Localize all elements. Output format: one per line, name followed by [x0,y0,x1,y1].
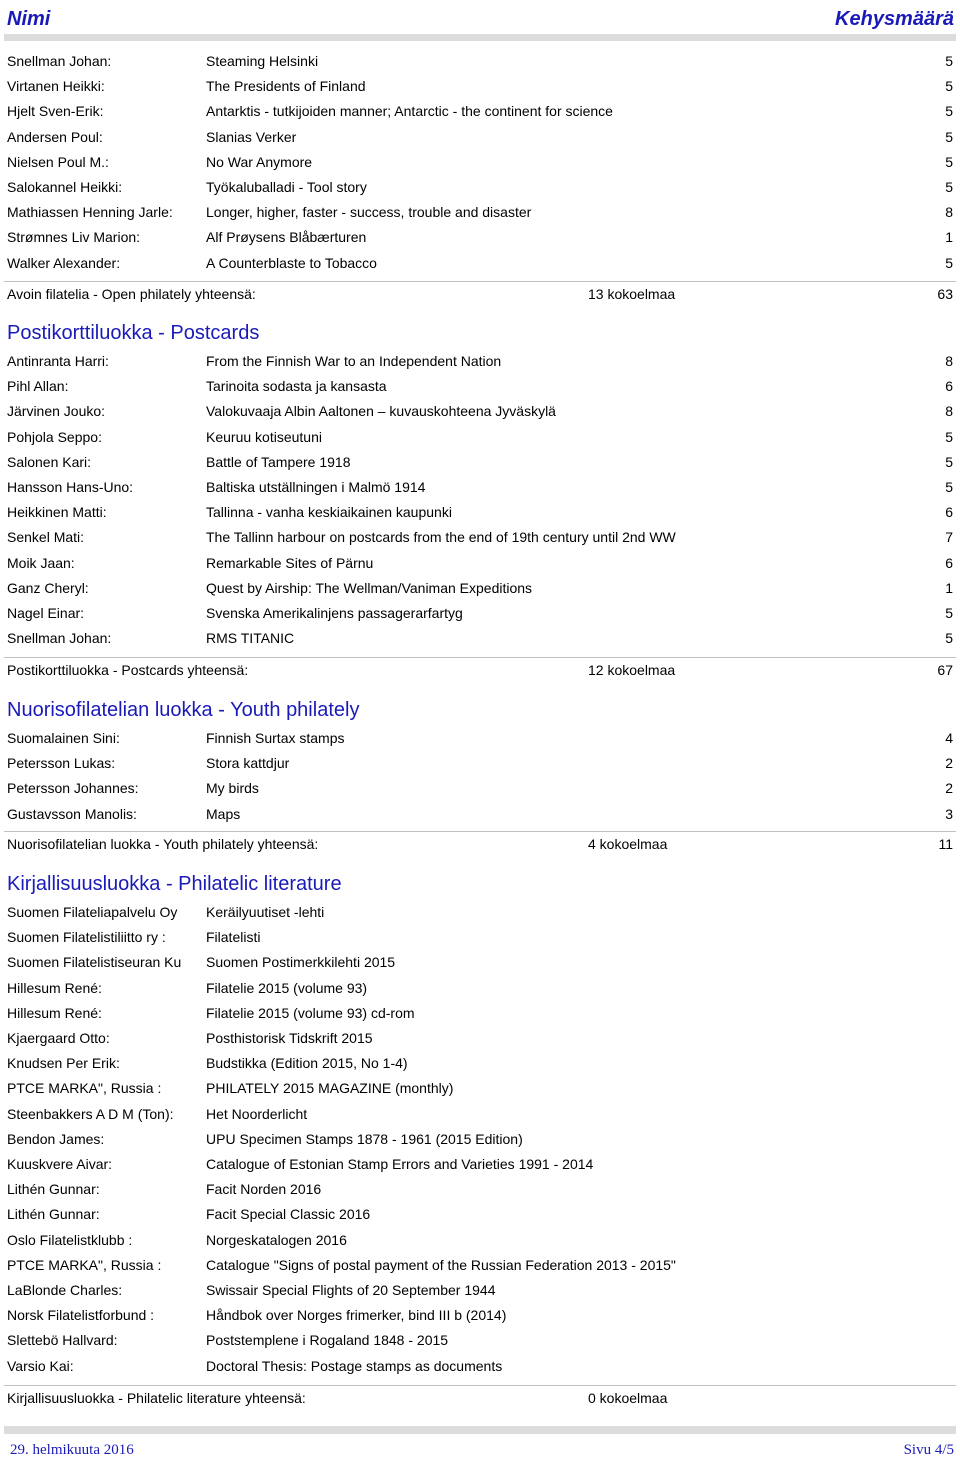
exhibitor-name: Antinranta Harri: [7,353,109,369]
exhibit-title: Keräilyuutiset -lehti [206,904,325,920]
exhibitor-name: Steenbakkers A D M (Ton): [7,1105,174,1122]
list-item [0,504,960,526]
frame-count: 5 [945,479,953,495]
list-item [0,1358,960,1380]
list-item [0,378,960,400]
total-frames: 11 [938,836,953,852]
frame-count: 5 [945,254,953,271]
list-item [0,730,960,752]
exhibitor-name: Slettebö Hallvard: [7,1332,118,1349]
exhibit-title: No War Anymore [206,153,313,170]
list-item [0,1232,960,1254]
exhibit-title: PHILATELY 2015 MAGAZINE (monthly) [206,1080,454,1097]
list-item [0,1080,960,1102]
exhibit-title: Swissair Special Flights of 20 September 1944 [206,1282,496,1298]
frame-count: 5 [945,179,953,195]
exhibit-title: Facit Special Classic 2016 [206,1206,371,1223]
exhibitor-name: Ganz Cheryl: [7,579,89,596]
exhibitor-name: Kuuskvere Aivar: [7,1156,113,1172]
footer-divider [4,1426,956,1434]
total-label: Nuorisofilatelian luokka - Youth philately yhteensä: [7,836,319,852]
column-header-name: Nimi [7,8,51,30]
exhibitor-name: Knudsen Per Erik: [7,1055,120,1072]
exhibitor-name: Salonen Kari: [7,453,92,470]
total-collections: 13 kokoelmaa [588,286,676,302]
frame-count: 5 [945,103,953,120]
exhibit-title: UPU Specimen Stamps 1878 - 1961 (2015 Edition) [206,1130,523,1147]
exhibit-title: Budstikka (Edition 2015, No 1-4) [206,1055,408,1072]
total-label: Kirjallisuusluokka - Philatelic literature yhteensä: [7,1390,306,1406]
total-collections: 0 kokoelmaa [588,1390,668,1406]
exhibitor-name: Hillesum René: [7,979,102,996]
exhibitor-name: Moik Jaan: [7,554,75,571]
list-item [0,1156,960,1178]
header-divider [4,34,956,41]
column-header-frames: Kehysmäärä [835,8,954,30]
list-item [0,255,960,277]
exhibitor-name: Gustavsson Manolis: [7,805,137,822]
exhibit-title: Tarinoita sodasta ja kansasta [206,378,387,395]
exhibit-title: Quest by Airship: The Wellman/Vaniman Expeditions [206,579,533,596]
list-item [0,1181,960,1203]
list-item [0,429,960,451]
frame-count: 5 [945,78,953,95]
exhibitor-name: Snellman Johan: [7,53,112,69]
exhibitor-name: Hjelt Sven-Erik: [7,103,104,120]
exhibit-title: Catalogue of Estonian Stamp Errors and Varieties 1991 - 2014 [206,1156,594,1172]
list-item [0,1005,960,1027]
exhibit-title: Keuruu kotiseutuni [206,428,322,445]
exhibitor-name: PTCE MARKA", Russia : [7,1256,162,1273]
list-item [0,403,960,425]
exhibit-title: Työkaluballadi - Tool story [206,179,367,195]
list-item [0,1055,960,1077]
exhibit-title: Slanias Verker [206,128,297,145]
frame-count: 5 [945,153,953,170]
list-item [0,479,960,501]
exhibitor-name: Lithén Gunnar: [7,1181,100,1198]
list-item [0,1332,960,1354]
exhibit-title: Filatelie 2015 (volume 93) [206,979,368,996]
exhibit-title: Valokuvaaja Albin Aaltonen – kuvauskohteena Jyväskylä [206,403,556,420]
list-item [0,1206,960,1228]
list-item [0,229,960,251]
exhibit-title: Posthistorisk Tidskrift 2015 [206,1030,373,1046]
frame-count: 7 [945,529,953,546]
exhibit-title: Doctoral Thesis: Postage stamps as documents [206,1357,503,1374]
exhibit-title: Het Noorderlicht [206,1105,308,1122]
list-item [0,980,960,1002]
exhibitor-name: Suomen Filateliapalvelu Oy [7,904,178,920]
list-item [0,454,960,476]
exhibit-title: Facit Norden 2016 [206,1181,322,1198]
exhibitor-name: Suomen Filatelistiseuran Ku [7,954,182,971]
frame-count: 6 [945,378,953,395]
frame-count: 8 [945,204,953,221]
exhibit-title: A Counterblaste to Tobacco [206,254,377,271]
frame-count: 8 [945,353,953,369]
frame-count: 1 [945,229,953,246]
list-item [0,103,960,125]
exhibit-title: Norgeskatalogen 2016 [206,1231,347,1248]
page-footer [0,1442,960,1462]
list-item [0,1282,960,1304]
list-item [0,529,960,551]
exhibitor-name: Virtanen Heikki: [7,78,105,95]
exhibit-title: Svenska Amerikalinjens passagerarfartyg [206,605,463,621]
total-frames: 63 [937,286,953,302]
exhibit-title: Suomen Postimerkkilehti 2015 [206,954,396,971]
total-label: Postikorttiluokka - Postcards yhteensä: [7,662,249,678]
total-divider [4,657,956,658]
class-total-row [0,286,960,308]
exhibit-title: Antarktis - tutkijoiden manner; Antarctic - the continent for science [206,103,613,120]
exhibitor-name: LaBlonde Charles: [7,1282,123,1298]
list-item [0,580,960,602]
exhibit-title: Remarkable Sites of Pärnu [206,554,374,571]
list-item [0,555,960,577]
frame-count: 1 [945,579,953,596]
exhibit-title: Baltiska utställningen i Malmö 1914 [206,479,426,495]
total-divider [4,281,956,282]
list-item [0,154,960,176]
footer-page-number: Sivu 4/5 [903,1442,954,1458]
frame-count: 6 [945,504,953,521]
exhibitor-name: Suomen Filatelistiliitto ry : [7,929,166,946]
total-collections: 12 kokoelmaa [588,662,676,678]
list-item [0,1257,960,1279]
total-collections: 4 kokoelmaa [588,836,668,852]
list-item [0,78,960,100]
exhibitor-name: Bendon James: [7,1130,105,1147]
exhibitor-name: Varsio Kai: [7,1357,74,1374]
exhibit-title: Filatelisti [206,929,261,946]
exhibit-title: My birds [206,780,259,797]
list-item [0,129,960,151]
exhibitor-name: Pihl Allan: [7,378,69,395]
class-total-row [0,1390,960,1412]
exhibit-title: Battle of Tampere 1918 [206,453,351,470]
exhibit-title: The Presidents of Finland [206,78,366,95]
exhibit-title: Poststemplene i Rogaland 1848 - 2015 [206,1332,449,1349]
exhibit-title: Catalogue "Signs of postal payment of the Russian Federation 2013 - 2015" [206,1256,676,1273]
exhibitor-name: Pohjola Seppo: [7,428,102,445]
list-item [0,1131,960,1153]
exhibitor-name: Petersson Johannes: [7,780,139,797]
exhibitor-name: Mathiassen Henning Jarle: [7,204,173,221]
frame-count: 2 [945,755,953,772]
list-item [0,780,960,802]
exhibitor-name: Oslo Filatelistklubb : [7,1231,133,1248]
frame-count: 5 [945,428,953,445]
footer-date: 29. helmikuuta 2016 [10,1442,134,1458]
page-header [0,0,960,40]
frame-count: 5 [945,453,953,470]
section-title: Postikorttiluokka - Postcards [7,322,260,344]
frame-count: 5 [945,128,953,145]
exhibitor-name: Hansson Hans-Uno: [7,479,134,495]
list-item [0,755,960,777]
list-item [0,179,960,201]
frame-count: 5 [945,605,953,621]
exhibit-title: RMS TITANIC [206,630,295,647]
exhibit-title: Finnish Surtax stamps [206,730,345,746]
frame-count: 4 [945,730,953,746]
list-item [0,904,960,926]
section-title: Kirjallisuusluokka - Philatelic literature [7,873,342,895]
exhibit-title: Filatelie 2015 (volume 93) cd-rom [206,1004,415,1021]
section-title: Nuorisofilatelian luokka - Youth philately [7,699,360,721]
exhibitor-name: Walker Alexander: [7,254,121,271]
frame-count: 8 [945,403,953,420]
list-item [0,806,960,828]
exhibitor-name: PTCE MARKA", Russia : [7,1080,162,1097]
exhibit-title: Maps [206,805,241,822]
list-item [0,1307,960,1329]
exhibitor-name: Järvinen Jouko: [7,403,106,420]
list-item [0,1106,960,1128]
exhibit-title: Longer, higher, faster - success, trouble and disaster [206,204,532,221]
total-frames: 67 [937,662,953,678]
frame-count: 2 [945,780,953,797]
list-item [0,204,960,226]
exhibit-title: Håndbok over Norges frimerker, bind III b (2014) [206,1307,507,1324]
class-total-row [0,662,960,684]
exhibitor-name: Andersen Poul: [7,128,103,145]
exhibit-title: Stora kattdjur [206,755,290,772]
frame-count: 5 [945,53,953,69]
list-item [0,605,960,627]
exhibitor-name: Strømnes Liv Marion: [7,229,141,246]
total-divider [4,831,956,832]
exhibitor-name: Suomalainen Sini: [7,730,120,746]
list-item [0,929,960,951]
exhibitor-name: Senkel Mati: [7,529,85,546]
exhibitor-name: Salokannel Heikki: [7,179,123,195]
exhibitor-name: Hillesum René: [7,1004,102,1021]
frame-count: 3 [945,805,953,822]
exhibitor-name: Kjaergaard Otto: [7,1030,110,1046]
exhibitor-name: Petersson Lukas: [7,755,116,772]
frame-count: 6 [945,554,953,571]
exhibit-title: Steaming Helsinki [206,53,319,69]
exhibitor-name: Heikkinen Matti: [7,504,107,521]
exhibitor-name: Nagel Einar: [7,605,85,621]
list-item [0,1030,960,1052]
exhibit-title: The Tallinn harbour on postcards from the end of 19th century until 2nd WW [206,529,676,546]
header-band [0,0,960,34]
list-item [0,630,960,652]
exhibitor-name: Nielsen Poul M.: [7,153,109,170]
list-item [0,53,960,75]
exhibitor-name: Snellman Johan: [7,630,112,647]
exhibit-title: Alf Prøysens Blåbærturen [206,229,367,246]
exhibitor-name: Lithén Gunnar: [7,1206,100,1223]
exhibitor-name: Norsk Filatelistforbund : [7,1307,155,1324]
exhibit-title: From the Finnish War to an Independent Nation [206,353,502,369]
total-divider [4,1385,956,1386]
class-total-row [0,836,960,858]
list-item [0,954,960,976]
exhibit-title: Tallinna - vanha keskiaikainen kaupunki [206,504,452,521]
frame-count: 5 [945,630,953,647]
list-item [0,353,960,375]
total-label: Avoin filatelia - Open philately yhteensä: [7,286,256,302]
